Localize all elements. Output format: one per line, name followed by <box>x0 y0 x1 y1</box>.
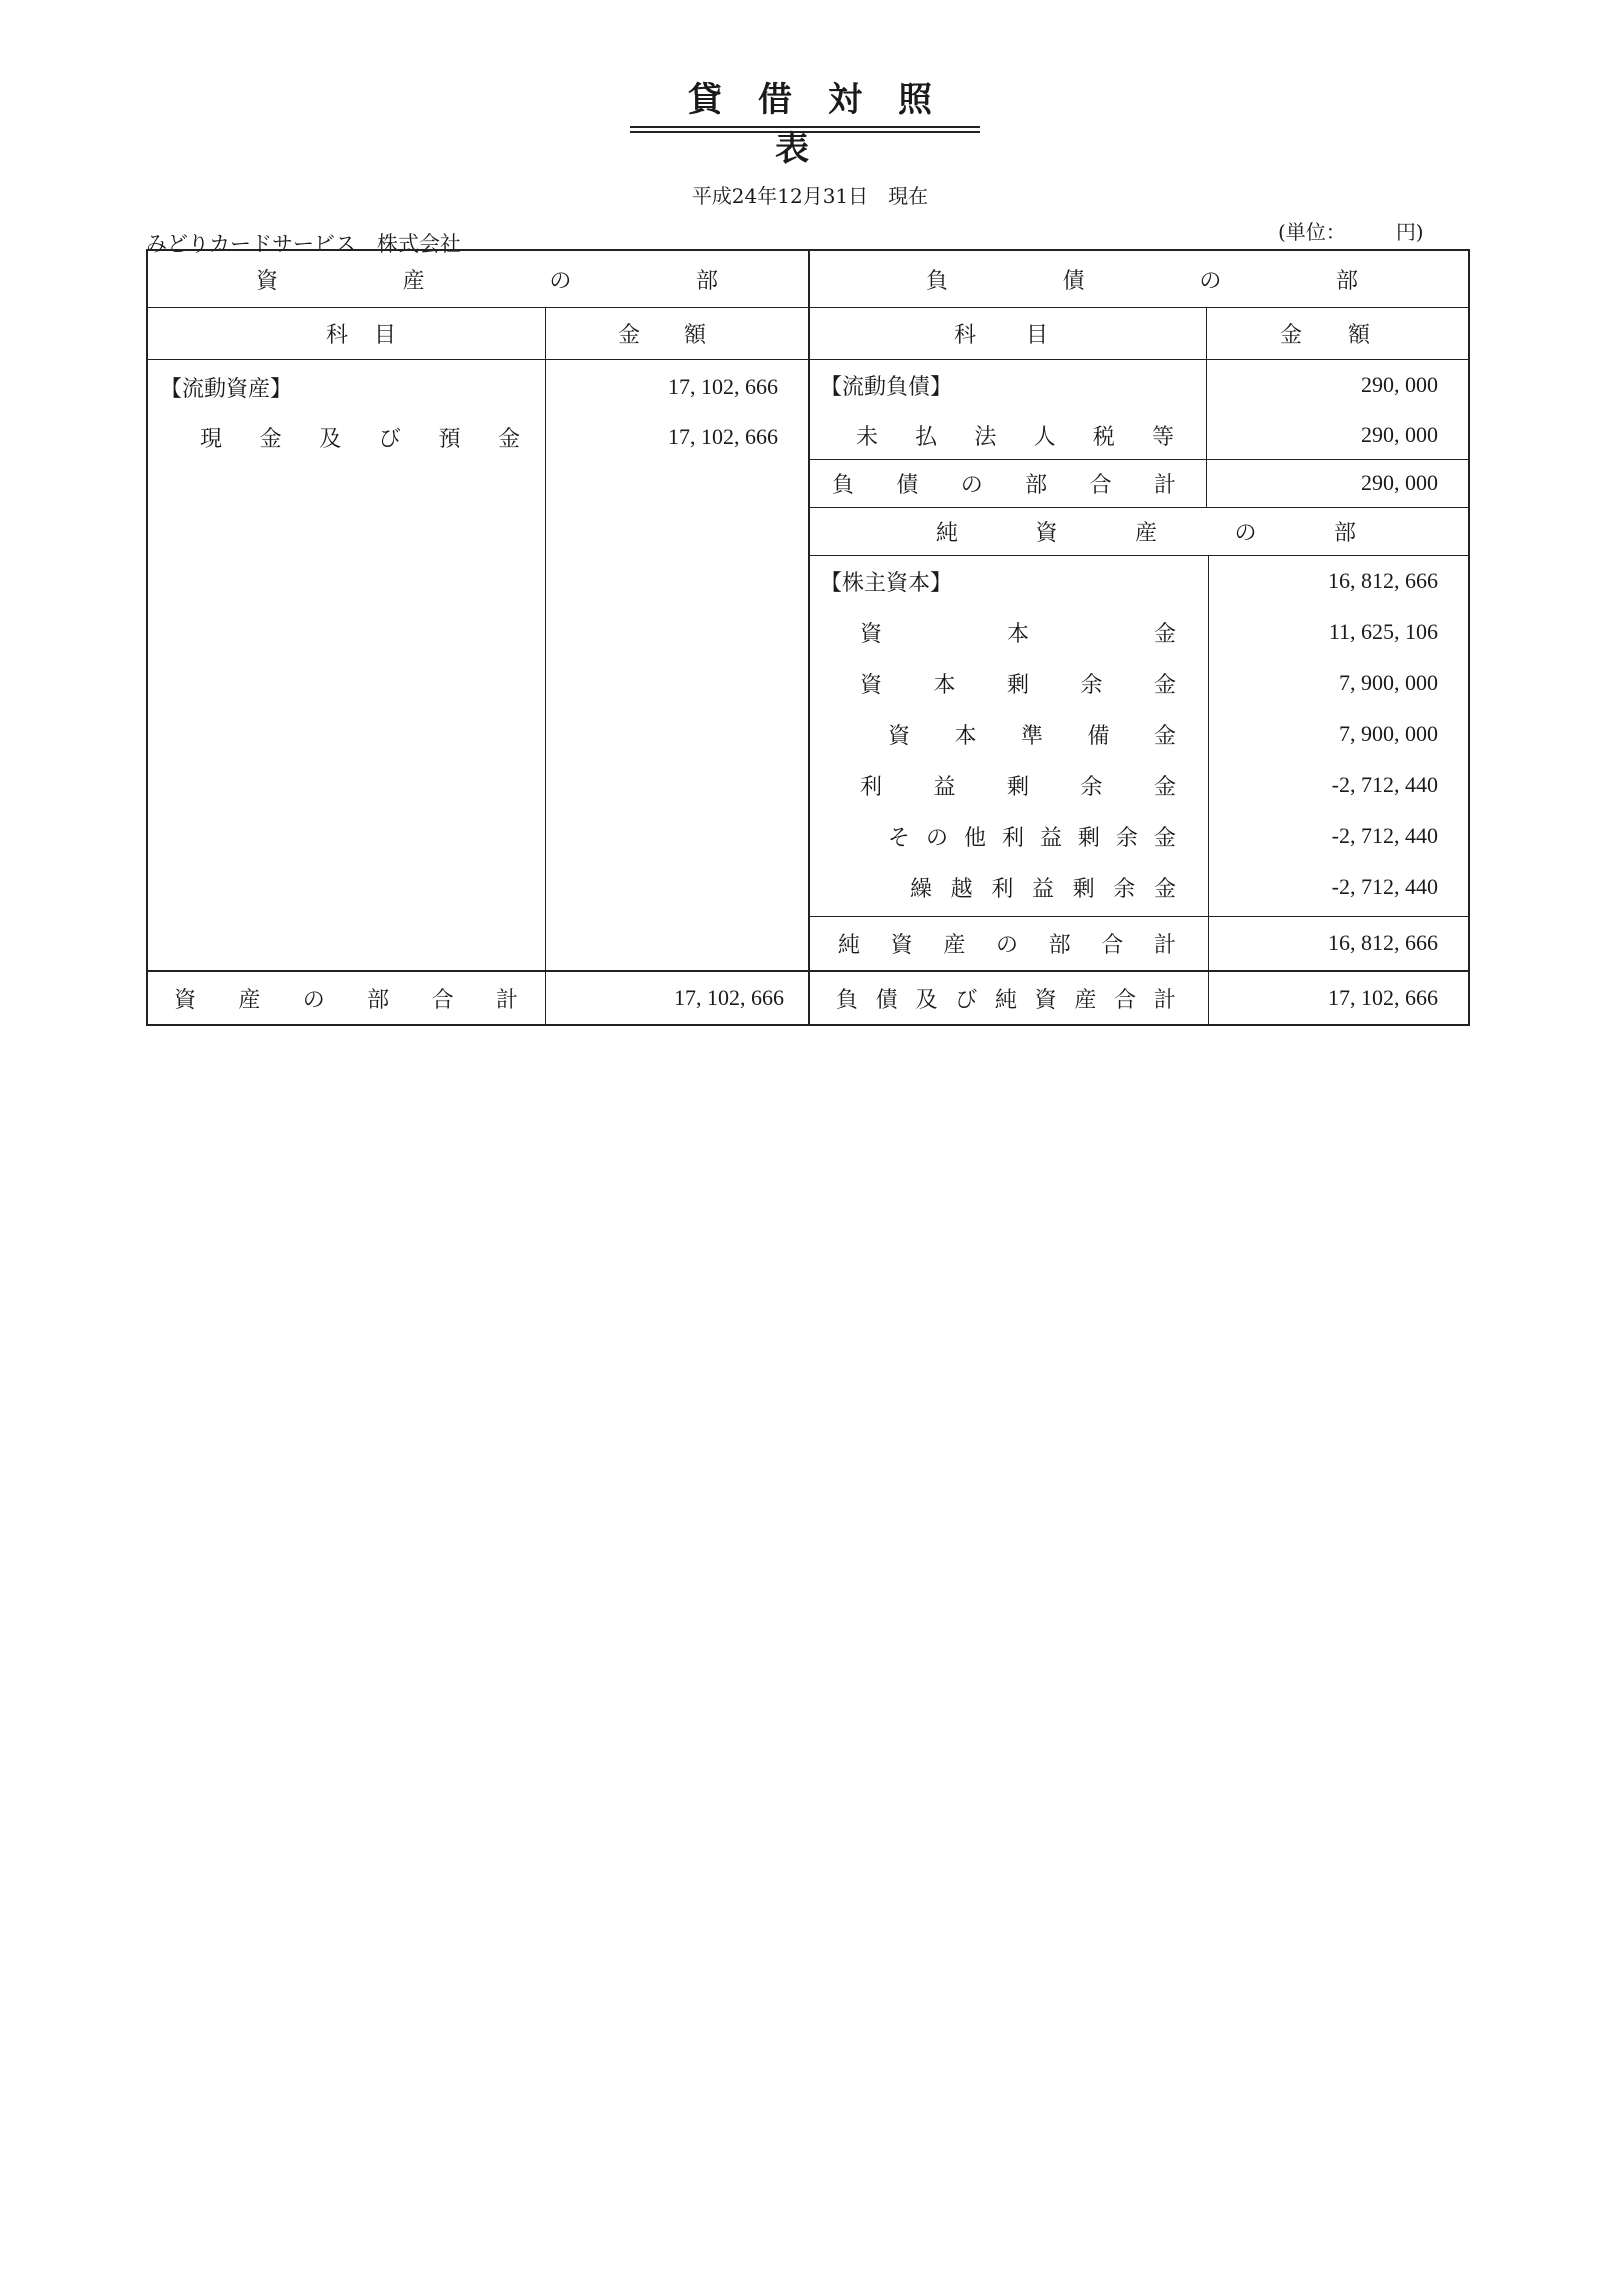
label-char: 計 <box>1153 987 1176 1013</box>
label-char: 金 <box>497 426 520 452</box>
label-char: 部 <box>1335 268 1358 294</box>
net-total-top-rule <box>808 916 1470 917</box>
net-row-label <box>888 710 1176 758</box>
title-char: 借 <box>758 80 828 120</box>
label-char: 額 <box>1347 322 1370 348</box>
title-underline-2 <box>630 131 980 133</box>
label-char: 資 <box>1035 520 1058 546</box>
net-row-amount: -2, 712, 440 <box>1331 772 1438 797</box>
label-char: 合 <box>1089 472 1112 498</box>
liabilities-section-header <box>926 251 1358 307</box>
label-char: 計 <box>495 987 518 1013</box>
label-char: 備 <box>1087 723 1110 749</box>
label-char: 他 <box>963 825 986 851</box>
label-char: 部 <box>695 268 718 294</box>
net-row-amount: 7, 900, 000 <box>1339 721 1438 746</box>
label-char: 剰 <box>1072 876 1095 902</box>
label-char: 本 <box>954 723 977 749</box>
balance-sheet-table <box>146 249 1470 1026</box>
label-char: 益 <box>933 774 956 800</box>
label-char: 利 <box>1001 825 1024 851</box>
net-row-amount: -2, 712, 440 <box>1331 874 1438 899</box>
label-char: 利 <box>991 876 1014 902</box>
label-char: 本 <box>933 672 956 698</box>
company-name: みどりカードサービス 株式会社 <box>146 232 461 256</box>
asset-row-amount: 17, 102, 666 <box>668 424 778 449</box>
asset-row-label <box>200 413 520 461</box>
net-row-label <box>860 608 1176 656</box>
label-char: 払 <box>915 424 938 450</box>
label-char: 金 <box>618 322 641 348</box>
net-assets-section-header <box>936 507 1356 555</box>
assets-column-amount <box>618 307 706 359</box>
net-row-label <box>888 812 1176 860</box>
label-char: 余 <box>1113 876 1136 902</box>
label-char: 債 <box>1062 268 1085 294</box>
column-header-rule <box>148 359 1470 360</box>
label-char: 金 <box>1153 723 1176 749</box>
label-char: 部 <box>1025 472 1048 498</box>
label-char: 資 <box>1034 987 1057 1013</box>
label-char: の <box>925 825 948 851</box>
liabilities-column-item <box>954 307 1048 359</box>
label-char: び <box>955 987 978 1013</box>
label-char: 余 <box>1115 825 1138 851</box>
label-char: 金 <box>1153 825 1176 851</box>
label-char: 産 <box>1074 987 1097 1013</box>
label-char: 負 <box>926 268 949 294</box>
label-char: 合 <box>1114 987 1137 1013</box>
label-char: 剰 <box>1077 825 1100 851</box>
liabilities-total-label <box>832 459 1176 507</box>
label-char: 剰 <box>1006 672 1029 698</box>
assets-total-label <box>174 972 518 1024</box>
label-char: 債 <box>896 472 919 498</box>
title-char: 貸 <box>688 80 758 120</box>
net-row-label <box>860 659 1176 707</box>
label-char: 金 <box>1153 876 1176 902</box>
document-title <box>620 72 1000 170</box>
label-char: 科 <box>326 322 349 348</box>
label-char: 計 <box>1153 932 1176 958</box>
label-char: そ <box>888 825 911 851</box>
label-char: 等 <box>1151 424 1174 450</box>
liability-row-label <box>856 411 1174 459</box>
label-char: 本 <box>1006 621 1029 647</box>
title-underline <box>630 126 980 128</box>
net-row-amount: -2, 712, 440 <box>1331 823 1438 848</box>
liability-row-amount: 290, 000 <box>1361 372 1438 397</box>
net-row-label <box>910 863 1176 911</box>
label-char: 目 <box>373 322 396 348</box>
liability-row-label: 【流動負債】 <box>820 374 953 400</box>
label-char: 部 <box>367 987 390 1013</box>
label-char: 税 <box>1092 424 1115 450</box>
title-char: 照 <box>898 80 968 120</box>
label-char: 純 <box>994 987 1017 1013</box>
assets-total-amount: 17, 102, 666 <box>674 985 784 1010</box>
label-char: 資 <box>174 987 197 1013</box>
label-char: 債 <box>875 987 898 1013</box>
label-char: 益 <box>1031 876 1054 902</box>
label-char: 計 <box>1153 472 1176 498</box>
asset-amount-divider <box>545 307 546 1026</box>
asset-row-label: 【流動資産】 <box>160 376 293 402</box>
label-char: 剰 <box>1006 774 1029 800</box>
net-assets-total-amount: 16, 812, 666 <box>1328 930 1438 955</box>
label-char: 金 <box>1153 774 1176 800</box>
label-char: 産 <box>1134 520 1157 546</box>
label-char: 金 <box>1280 322 1303 348</box>
label-char: 資 <box>890 932 913 958</box>
liabilities-total-amount: 290, 000 <box>1361 470 1438 495</box>
label-char: 預 <box>438 426 461 452</box>
label-char: 産 <box>943 932 966 958</box>
label-char: の <box>302 987 325 1013</box>
label-char: 純 <box>936 520 959 546</box>
center-divider <box>808 251 810 1026</box>
liab-amount-divider <box>1206 307 1207 507</box>
label-char: の <box>1234 520 1257 546</box>
net-row-amount: 16, 812, 666 <box>1328 568 1438 593</box>
label-char: 余 <box>1080 774 1103 800</box>
label-char: び <box>378 426 401 452</box>
label-char: 額 <box>683 322 706 348</box>
label-char: 資 <box>860 672 883 698</box>
label-char: 部 <box>1333 520 1356 546</box>
net-row-amount: 7, 900, 000 <box>1339 670 1438 695</box>
label-char: 科 <box>954 322 977 348</box>
title-char: 対 <box>828 80 898 120</box>
label-char: 余 <box>1080 672 1103 698</box>
label-char: 合 <box>431 987 454 1013</box>
label-char: 未 <box>856 424 879 450</box>
label-char: 金 <box>1153 621 1176 647</box>
label-char: 益 <box>1039 825 1062 851</box>
label-char: 資 <box>256 268 279 294</box>
grand-total-amount: 17, 102, 666 <box>1328 985 1438 1010</box>
label-char: 金 <box>1153 672 1176 698</box>
label-char: 部 <box>1048 932 1071 958</box>
net-amount-divider <box>1208 555 1209 1026</box>
report-date: 平成24年12月31日 現在 <box>691 184 929 208</box>
label-char: 金 <box>259 426 282 452</box>
label-char: 現 <box>200 426 223 452</box>
label-char: 越 <box>950 876 973 902</box>
label-char: 及 <box>915 987 938 1013</box>
net-row-amount: 11, 625, 106 <box>1328 619 1438 644</box>
net-header-bottom-rule <box>808 555 1470 556</box>
label-char: の <box>995 932 1018 958</box>
label-char: 利 <box>860 774 883 800</box>
label-char: 負 <box>836 987 859 1013</box>
asset-row-amount: 17, 102, 666 <box>668 374 778 399</box>
label-char: の <box>549 268 572 294</box>
label-char: 資 <box>860 621 883 647</box>
grand-total-label <box>836 972 1176 1024</box>
label-char: 目 <box>1025 322 1048 348</box>
label-char: 準 <box>1020 723 1043 749</box>
label-char: 合 <box>1101 932 1124 958</box>
net-assets-total-label <box>838 918 1176 968</box>
label-char: 法 <box>974 424 997 450</box>
assets-section-header <box>256 251 718 307</box>
title-char: 表 <box>775 129 845 169</box>
liability-row-amount: 290, 000 <box>1361 422 1438 447</box>
label-char: 及 <box>319 426 342 452</box>
label-char: 資 <box>888 723 911 749</box>
label-char: 産 <box>238 987 261 1013</box>
label-char: 純 <box>838 932 861 958</box>
label-char: 人 <box>1033 424 1056 450</box>
net-row-label <box>860 761 1176 809</box>
liabilities-column-amount <box>1280 307 1370 359</box>
label-char: 産 <box>402 268 425 294</box>
net-row-label: 【株主資本】 <box>820 570 953 596</box>
label-char: 繰 <box>910 876 933 902</box>
label-char: の <box>960 472 983 498</box>
label-char: 負 <box>832 472 855 498</box>
assets-column-item <box>326 307 396 359</box>
label-char: の <box>1199 268 1222 294</box>
unit-label: (単位： 円) <box>1278 220 1424 244</box>
